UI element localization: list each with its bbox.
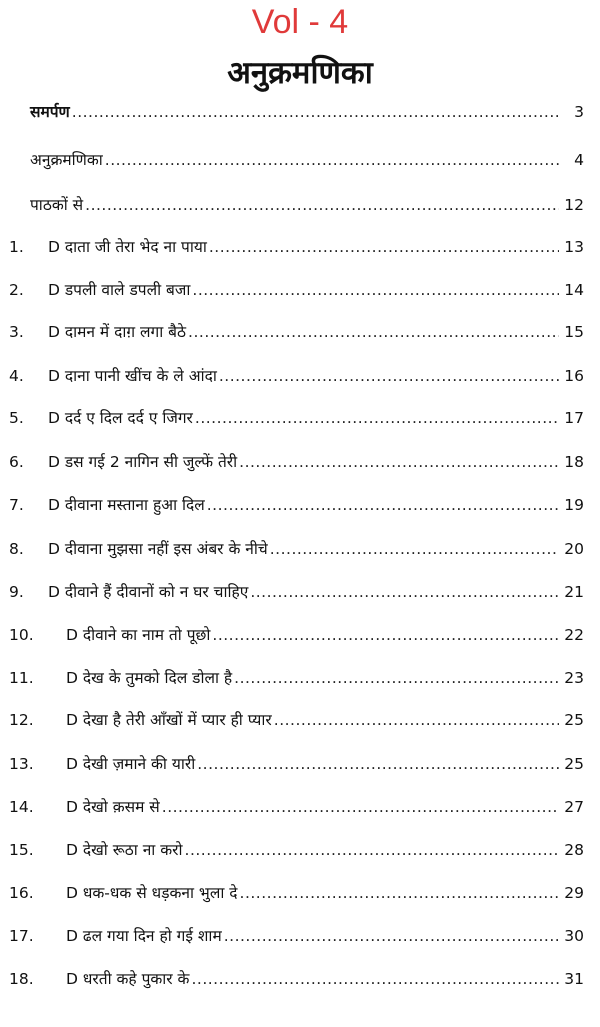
toc-item[interactable] (0, 749, 600, 779)
toc-entry-title: D देखी ज़माने की यारी (66, 755, 196, 773)
dot-leader (85, 190, 559, 220)
toc-entry (30, 97, 559, 127)
toc-entry (48, 232, 559, 262)
toc-entry (30, 190, 559, 220)
toc-page-number: 22 (564, 626, 584, 644)
toc-page-number: 15 (564, 323, 584, 341)
toc-entry-title: D दीवाना मस्ताना हुआ दिल (48, 496, 205, 514)
dot-leader (224, 921, 559, 951)
toc-entry (48, 577, 559, 607)
toc-entry (66, 921, 559, 951)
toc-page-number: 16 (564, 367, 584, 385)
toc-page-number: 21 (564, 583, 584, 601)
toc-entry (48, 490, 559, 520)
toc-item-number: 12. (9, 711, 34, 729)
dot-leader (207, 490, 559, 520)
toc-item-number: 18. (9, 970, 34, 988)
toc-item-number: 7. (9, 496, 24, 514)
dot-leader (162, 792, 559, 822)
toc-front-matter-item[interactable] (0, 97, 600, 127)
toc-entry (30, 145, 559, 175)
toc-entry-title: D दीवाना मुझसा नहीं इस अंबर के नीचे (48, 540, 268, 558)
toc-item-number: 17. (9, 927, 34, 945)
toc-page-number: 25 (564, 711, 584, 729)
toc-entry-title: D दर्द ए दिल दर्द ए जिगर (48, 409, 193, 427)
dot-leader (195, 403, 559, 433)
toc-item-number: 1. (9, 238, 24, 256)
toc-page-number: 27 (564, 798, 584, 816)
toc-item[interactable] (0, 361, 600, 391)
toc-page-number: 17 (564, 409, 584, 427)
toc-page-number: 28 (564, 841, 584, 859)
toc-item-number: 9. (9, 583, 24, 601)
dot-leader (274, 705, 559, 735)
toc-page-number: 4 (574, 151, 584, 169)
toc-item-number: 5. (9, 409, 24, 427)
page-title: अनुक्रमणिका (227, 55, 373, 91)
toc-entry-title: D दाना पानी खींच के ले आंदा (48, 367, 217, 385)
toc-entry-title: समर्पण (30, 103, 70, 121)
toc-front-matter-item[interactable] (0, 190, 600, 220)
toc-front-matter-item[interactable] (0, 145, 600, 175)
toc-item-number: 6. (9, 453, 24, 471)
toc-entry (66, 663, 559, 693)
toc-item[interactable] (0, 577, 600, 607)
dot-leader (72, 97, 559, 127)
toc-entry-title: D देखा है तेरी आँखों में प्यार ही प्यार (66, 711, 272, 729)
toc-page-number: 3 (574, 103, 584, 121)
toc-entry (48, 361, 559, 391)
toc-entry (48, 447, 559, 477)
toc-page-number: 25 (564, 755, 584, 773)
toc-entry (66, 878, 559, 908)
dot-leader (212, 620, 559, 650)
toc-entry (66, 620, 559, 650)
toc-page-number: 19 (564, 496, 584, 514)
toc-entry-title: D धक-धक से धड़कना भुला दे (66, 884, 238, 902)
dot-leader (270, 534, 559, 564)
toc-page-number: 23 (564, 669, 584, 687)
toc-item[interactable] (0, 792, 600, 822)
toc-item[interactable] (0, 275, 600, 305)
dot-leader (191, 964, 559, 994)
toc-item-number: 4. (9, 367, 24, 385)
toc-entry (66, 835, 559, 865)
dot-leader (219, 361, 559, 391)
toc-item-number: 10. (9, 626, 34, 644)
toc-item[interactable] (0, 490, 600, 520)
toc-entry-title: D दीवाने का नाम तो पूछो (66, 626, 211, 644)
toc-item[interactable] (0, 403, 600, 433)
toc-item[interactable] (0, 835, 600, 865)
toc-entry (66, 705, 559, 735)
toc-entry (48, 403, 559, 433)
toc-item[interactable] (0, 317, 600, 347)
toc-page-number: 13 (564, 238, 584, 256)
toc-item[interactable] (0, 663, 600, 693)
toc-entry (66, 792, 559, 822)
dot-leader (188, 317, 559, 347)
toc-item[interactable] (0, 921, 600, 951)
toc-page-number: 29 (564, 884, 584, 902)
toc-entry-title: अनुक्रमणिका (30, 151, 103, 169)
toc-item-number: 13. (9, 755, 34, 773)
toc-item-number: 3. (9, 323, 24, 341)
toc-item[interactable] (0, 878, 600, 908)
toc-page-number: 20 (564, 540, 584, 558)
toc-item-number: 15. (9, 841, 34, 859)
toc-entry (48, 275, 559, 305)
toc-entry-title: D डपली वाले डपली बजा (48, 281, 191, 299)
toc-entry (48, 317, 559, 347)
toc-entry-title: D डस गई 2 नागिन सी जुल्फें तेरी (48, 453, 238, 471)
toc-entry-title: D देखो रूठा ना करो (66, 841, 183, 859)
toc-entry (66, 964, 559, 994)
toc-entry-title: D दीवाने हैं दीवानों को न घर चाहिए (48, 583, 249, 601)
toc-item[interactable] (0, 232, 600, 262)
toc-entry (66, 749, 559, 779)
toc-page-number: 14 (564, 281, 584, 299)
dot-leader (240, 878, 559, 908)
toc-entry-title: D ढल गया दिन हो गई शाम (66, 927, 222, 945)
toc-item-number: 2. (9, 281, 24, 299)
dot-leader (185, 835, 559, 865)
toc-item[interactable] (0, 964, 600, 994)
toc-entry-title: D देखो क़सम से (66, 798, 160, 816)
toc-item[interactable] (0, 705, 600, 735)
toc-entry (48, 534, 559, 564)
toc-item-number: 8. (9, 540, 24, 558)
toc-page-number: 31 (564, 970, 584, 988)
dot-leader (192, 275, 559, 305)
dot-leader (105, 145, 559, 175)
toc-page-number: 12 (564, 196, 584, 214)
dot-leader (239, 447, 559, 477)
toc-item-number: 11. (9, 669, 34, 687)
toc-item-number: 16. (9, 884, 34, 902)
dot-leader (209, 232, 559, 262)
toc-entry-title: पाठकों से (30, 196, 84, 214)
toc-entry-title: D दामन में दाग़ लगा बैठे (48, 323, 187, 341)
toc-page-number: 30 (564, 927, 584, 945)
toc-item[interactable] (0, 534, 600, 564)
dot-leader (197, 749, 559, 779)
toc-item[interactable] (0, 620, 600, 650)
toc-item[interactable] (0, 447, 600, 477)
toc-entry-title: D देख के तुमको दिल डोला है (66, 669, 233, 687)
volume-label: Vol - 4 (251, 3, 349, 41)
toc-entry-title: D दाता जी तेरा भेद ना पाया (48, 238, 207, 256)
toc-page-number: 18 (564, 453, 584, 471)
toc-entry-title: D धरती कहे पुकार के (66, 970, 190, 988)
dot-leader (234, 663, 559, 693)
dot-leader (250, 577, 559, 607)
toc-item-number: 14. (9, 798, 34, 816)
